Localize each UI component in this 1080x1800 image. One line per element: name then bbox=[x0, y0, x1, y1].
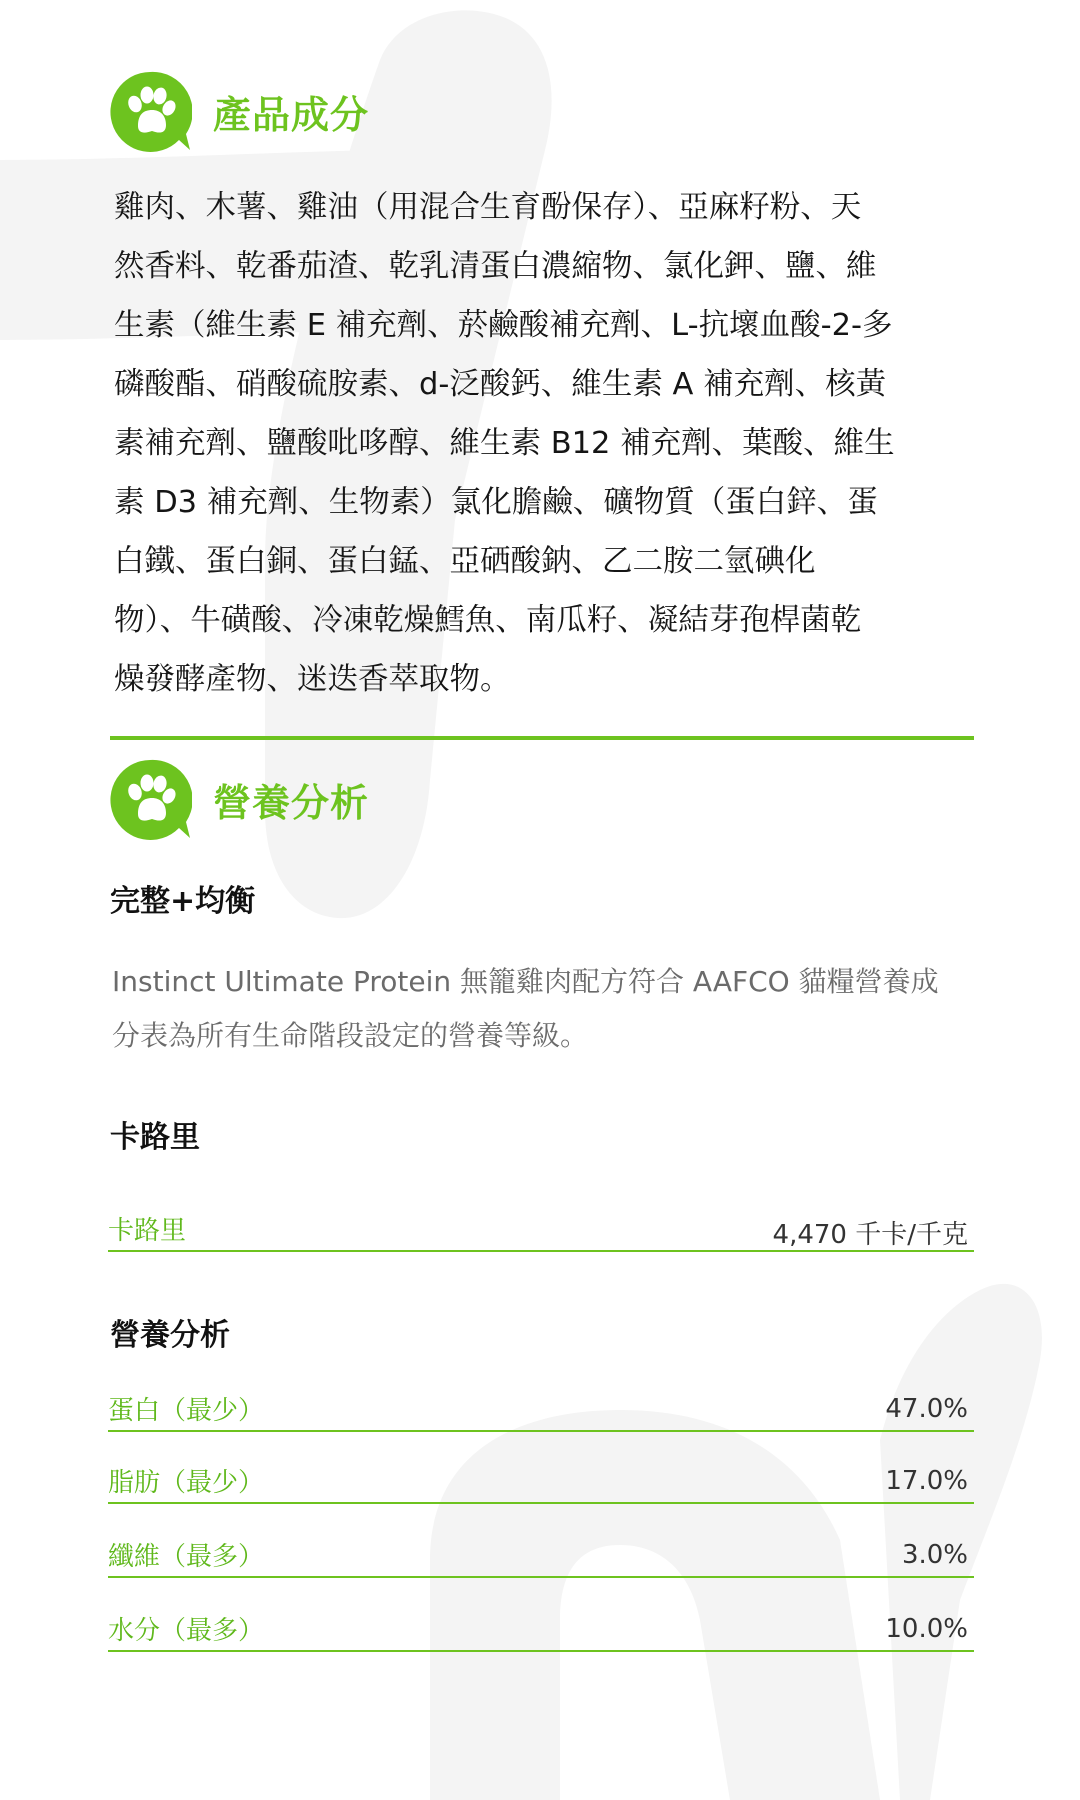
analysis-row-fiber bbox=[108, 1532, 974, 1578]
paw-print-icon bbox=[108, 758, 192, 842]
section-divider bbox=[110, 736, 974, 740]
ingredients-title: 產品成分 bbox=[213, 93, 370, 137]
analysis-row-label: 纖維（最多） bbox=[108, 1542, 265, 1572]
calories-row bbox=[108, 1206, 974, 1252]
nutrition-description bbox=[112, 955, 982, 1063]
analysis-row-fat bbox=[108, 1458, 974, 1504]
analysis-row-value: 10.0% bbox=[885, 1614, 968, 1644]
analysis-row-value: 17.0% bbox=[885, 1466, 968, 1496]
analysis-row-value: 47.0% bbox=[885, 1394, 968, 1424]
calories-value: 4,470 千卡/千克 bbox=[772, 1220, 968, 1250]
description-line: 分表為所有生命階段設定的營養等級。 bbox=[112, 1019, 589, 1052]
ingredients-line: 物）、牛磺酸、冷凍乾燥鱈魚、南瓜籽、凝結芽孢桿菌乾 bbox=[114, 603, 862, 638]
analysis-row-label: 脂肪（最少） bbox=[108, 1468, 265, 1498]
description-line: Instinct Ultimate Protein 無籠雞肉配方符合 AAFCO 貓糧營養成 bbox=[112, 965, 939, 998]
nutrition-header bbox=[108, 758, 608, 842]
analysis-row-protein bbox=[108, 1386, 974, 1432]
nutrition-subtitle: 完整+均衡 bbox=[110, 884, 256, 919]
ingredients-line: 然香料、乾番茄渣、乾乳清蛋白濃縮物、氯化鉀、鹽、維 bbox=[114, 249, 877, 284]
ingredients-line: 磷酸酯、硝酸硫胺素、d-泛酸鈣、維生素 A 補充劑、核黃 bbox=[114, 367, 887, 402]
ingredients-header bbox=[108, 70, 608, 154]
analysis-row-moisture bbox=[108, 1606, 974, 1652]
nutrition-title: 營養分析 bbox=[213, 781, 370, 825]
analysis-row-label: 蛋白（最少） bbox=[108, 1396, 265, 1426]
ingredients-line: 生素（維生素 E 補充劑、菸鹼酸補充劑、L-抗壞血酸-2-多 bbox=[114, 308, 893, 343]
paw-print-icon bbox=[108, 70, 192, 154]
ingredients-line: 白鐵、蛋白銅、蛋白錳、亞硒酸鈉、乙二胺二氫碘化 bbox=[114, 544, 816, 579]
ingredients-text bbox=[114, 178, 974, 709]
ingredients-line: 燥發酵產物、迷迭香萃取物。 bbox=[114, 662, 511, 697]
calories-label: 卡路里 bbox=[108, 1216, 187, 1246]
calories-heading: 卡路里 bbox=[110, 1120, 200, 1155]
ingredients-line: 雞肉、木薯、雞油（用混合生育酚保存）、亞麻籽粉、天 bbox=[114, 190, 862, 225]
ingredients-line: 素 D3 補充劑、生物素）氯化膽鹼、礦物質（蛋白鋅、蛋 bbox=[114, 485, 878, 520]
analysis-heading: 營養分析 bbox=[110, 1318, 230, 1353]
ingredients-line: 素補充劑、鹽酸吡哆醇、維生素 B12 補充劑、葉酸、維生 bbox=[114, 426, 895, 461]
analysis-row-value: 3.0% bbox=[901, 1540, 968, 1570]
analysis-row-label: 水分（最多） bbox=[108, 1616, 265, 1646]
